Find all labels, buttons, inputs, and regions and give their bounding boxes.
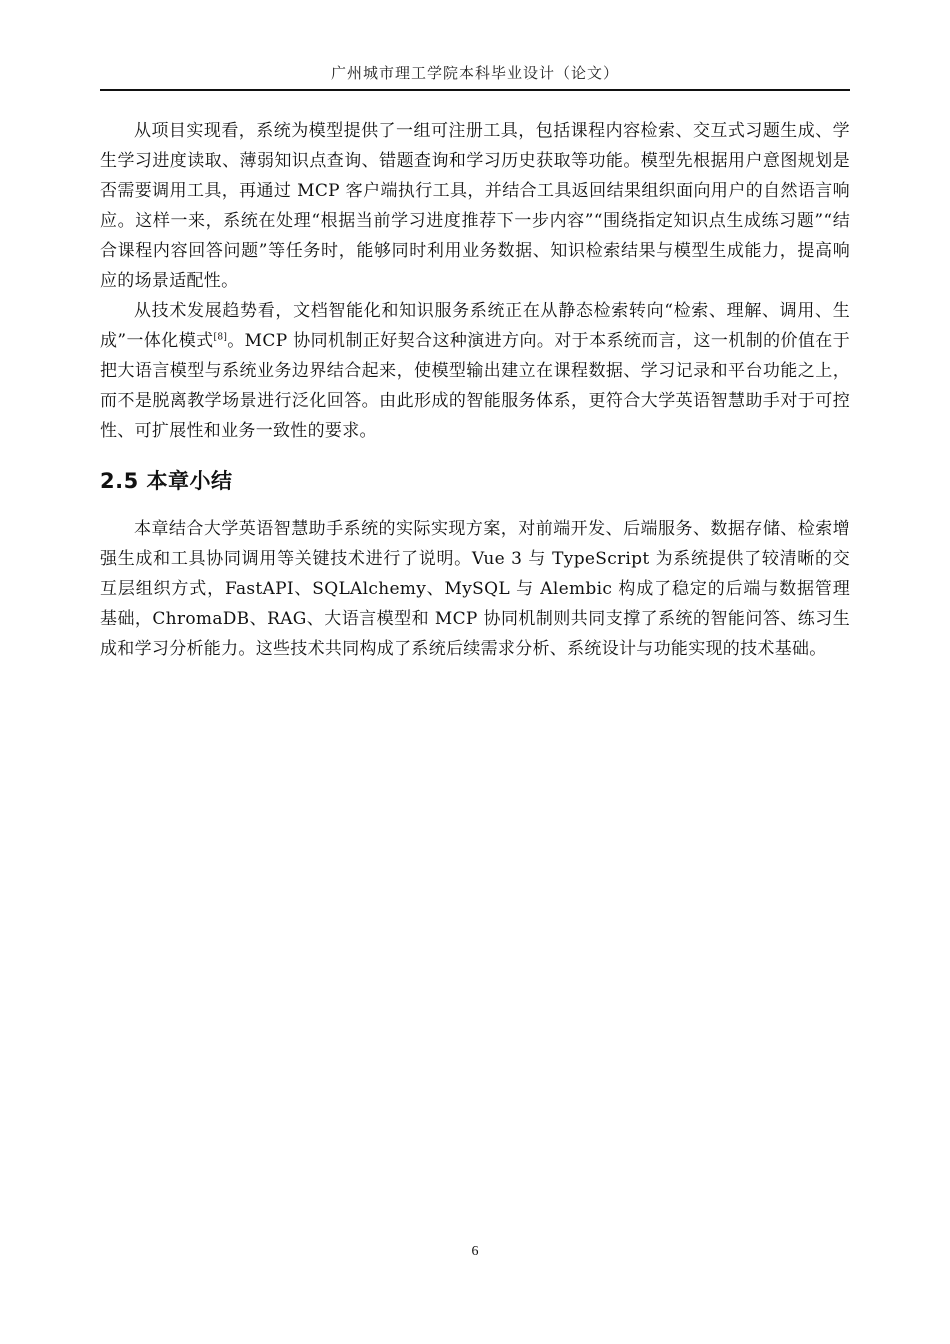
page-body <box>100 116 850 664</box>
section-heading: 2.5 本章小结 <box>100 469 233 493</box>
body-paragraph <box>100 296 850 446</box>
paragraph-text: 从技术发展趋势看，文档智能化和知识服务系统正在从静态检索转向“检索、理解、调用、生成”一体化模式 <box>100 301 850 351</box>
page-number: 6 <box>471 1244 479 1259</box>
header-divider <box>100 89 850 91</box>
body-paragraph: 本章结合大学英语智慧助手系统的实际实现方案，对前端开发、后端服务、数据存储、检索增强生成和工具协同调用等关键技术进行了说明。Vue 3 与 TypeScript 为系统提供了较清晰的交互层组织方式，FastAPI、SQLAlchemy、MySQL 与 Alembic 构成了稳定的后端与数据管理基础，ChromaDB、RAG、大语言模型和 MCP 协同机制则共同支撑了系统的智能问答、练习生成和学习分析能力。这些技术共同构成了系统后续需求分析、系统设计与功能实现的技术基础。 <box>100 519 850 659</box>
page-header: 广州城市理工学院本科毕业设计（论文） <box>330 64 619 82</box>
body-paragraph: 从项目实现看，系统为模型提供了一组可注册工具，包括课程内容检索、交互式习题生成、学生学习进度读取、薄弱知识点查询、错题查询和学习历史获取等功能。模型先根据用户意图规划是否需要调用工具，再通过 MCP 客户端执行工具，并结合工具返回结果组织面向用户的自然语言响应。这样一来，系统在处理“根据当前学习进度推荐下一步内容”“围绕指定知识点生成练习题”“结合课程内容回答问题”等任务时，能够同时利用业务数据、知识检索结果与模型生成能力，提高响应的场景适配性。 <box>100 121 850 291</box>
paragraph-text: 。MCP 协同机制正好契合这种演进方向。对于本系统而言，这一机制的价值在于把大语言模型与系统业务边界结合起来，使模型输出建立在课程数据、学习记录和平台功能之上，而不是脱离教学场景进行泛化回答。由此形成的智能服务体系，更符合大学英语智慧助手对于可控性、可扩展性和业务一致性的要求。 <box>100 331 850 441</box>
citation-reference[interactable]: [8] <box>213 332 228 343</box>
